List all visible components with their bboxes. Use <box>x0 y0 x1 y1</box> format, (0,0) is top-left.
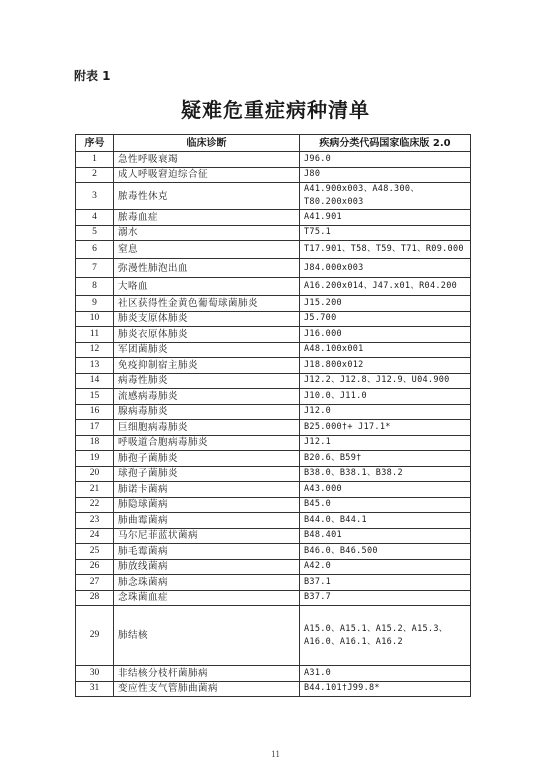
clinical-diagnosis: 球孢子菌肺炎 <box>114 466 300 482</box>
row-number: 29 <box>76 606 114 666</box>
row-number: 14 <box>76 373 114 389</box>
clinical-diagnosis: 肺诺卡菌病 <box>114 482 300 498</box>
clinical-diagnosis: 肺毛霉菌病 <box>114 544 300 560</box>
icd-code: B44.101†J99.8* <box>300 681 471 697</box>
clinical-diagnosis: 病毒性肺炎 <box>114 373 300 389</box>
row-number: 21 <box>76 482 114 498</box>
table-row <box>76 152 471 168</box>
row-number: 30 <box>76 666 114 682</box>
header-code: 疾病分类代码国家临床版 2.0 <box>300 135 471 152</box>
clinical-diagnosis: 窒息 <box>114 241 300 259</box>
clinical-diagnosis: 腺病毒肺炎 <box>114 404 300 420</box>
clinical-diagnosis: 肺结核 <box>114 606 300 666</box>
icd-code: J12.1 <box>300 435 471 451</box>
table-row <box>76 666 471 682</box>
header-diagnosis: 临床诊断 <box>114 135 300 152</box>
clinical-diagnosis: 马尔尼菲蓝状菌病 <box>114 528 300 544</box>
icd-code: B25.000†+ J17.1* <box>300 420 471 436</box>
clinical-diagnosis: 免疫抑制宿主肺炎 <box>114 358 300 374</box>
row-number: 15 <box>76 389 114 405</box>
row-number: 24 <box>76 528 114 544</box>
table-row <box>76 544 471 560</box>
clinical-diagnosis: 肺放线菌病 <box>114 559 300 575</box>
clinical-diagnosis: 肺曲霉菌病 <box>114 513 300 529</box>
clinical-diagnosis: 成人呼吸窘迫综合征 <box>114 167 300 183</box>
icd-code: A15.0、A15.1、A15.2、A15.3、A16.0、A16.1、A16.2 <box>300 606 471 666</box>
row-number: 26 <box>76 559 114 575</box>
icd-code: B38.0、B38.1、B38.2 <box>300 466 471 482</box>
row-number: 11 <box>76 327 114 343</box>
row-number: 3 <box>76 183 114 210</box>
clinical-diagnosis: 急性呼吸衰竭 <box>114 152 300 168</box>
row-number: 1 <box>76 152 114 168</box>
clinical-diagnosis: 非结核分枝杆菌肺病 <box>114 666 300 682</box>
clinical-diagnosis: 社区获得性金黄色葡萄球菌肺炎 <box>114 296 300 312</box>
attachment-label: 附表 1 <box>74 69 111 83</box>
row-number: 9 <box>76 296 114 312</box>
table-row <box>76 482 471 498</box>
table-row <box>76 358 471 374</box>
clinical-diagnosis: 肺孢子菌肺炎 <box>114 451 300 467</box>
icd-code: T75.1 <box>300 225 471 241</box>
row-number: 28 <box>76 590 114 606</box>
icd-code: A43.000 <box>300 482 471 498</box>
icd-code: J12.0 <box>300 404 471 420</box>
icd-code: A41.900x003、A48.300、T80.200x003 <box>300 183 471 210</box>
row-number: 10 <box>76 311 114 327</box>
icd-code: A42.0 <box>300 559 471 575</box>
icd-code: A41.901 <box>300 210 471 226</box>
clinical-diagnosis: 呼吸道合胞病毒肺炎 <box>114 435 300 451</box>
row-number: 17 <box>76 420 114 436</box>
table-row <box>76 435 471 451</box>
table-row <box>76 590 471 606</box>
icd-code: J15.200 <box>300 296 471 312</box>
icd-code: B20.6、B59† <box>300 451 471 467</box>
table-row <box>76 389 471 405</box>
icd-code: B37.1 <box>300 575 471 591</box>
icd-code: B45.0 <box>300 497 471 513</box>
row-number: 25 <box>76 544 114 560</box>
table-row <box>76 373 471 389</box>
row-number: 4 <box>76 210 114 226</box>
row-number: 13 <box>76 358 114 374</box>
clinical-diagnosis: 脓毒性休克 <box>114 183 300 210</box>
icd-code: A16.200x014、J47.x01、R04.200 <box>300 278 471 296</box>
icd-code: J84.000x003 <box>300 259 471 278</box>
table-row <box>76 342 471 358</box>
row-number: 19 <box>76 451 114 467</box>
row-number: 18 <box>76 435 114 451</box>
clinical-diagnosis: 肺念珠菌病 <box>114 575 300 591</box>
table-row <box>76 575 471 591</box>
icd-code: B48.401 <box>300 528 471 544</box>
icd-code: B37.7 <box>300 590 471 606</box>
row-number: 27 <box>76 575 114 591</box>
clinical-diagnosis: 溺水 <box>114 225 300 241</box>
table-row <box>76 296 471 312</box>
clinical-diagnosis: 肺炎支原体肺炎 <box>114 311 300 327</box>
clinical-diagnosis: 变应性支气管肺曲菌病 <box>114 681 300 697</box>
table-row <box>76 404 471 420</box>
table-row <box>76 311 471 327</box>
icd-code: A31.0 <box>300 666 471 682</box>
table-row <box>76 466 471 482</box>
row-number: 12 <box>76 342 114 358</box>
table-row <box>76 420 471 436</box>
icd-code: J80 <box>300 167 471 183</box>
row-number: 22 <box>76 497 114 513</box>
row-number: 7 <box>76 259 114 278</box>
row-number: 8 <box>76 278 114 296</box>
icd-code: B46.0、B46.500 <box>300 544 471 560</box>
row-number: 2 <box>76 167 114 183</box>
table-row <box>76 225 471 241</box>
table-row <box>76 259 471 278</box>
disease-table <box>75 134 471 697</box>
row-number: 16 <box>76 404 114 420</box>
table-row <box>76 559 471 575</box>
icd-code: A48.100x001 <box>300 342 471 358</box>
row-number: 31 <box>76 681 114 697</box>
icd-code: B44.0、B44.1 <box>300 513 471 529</box>
row-number: 6 <box>76 241 114 259</box>
icd-code: J10.0、J11.0 <box>300 389 471 405</box>
header-no: 序号 <box>76 135 114 152</box>
table-row <box>76 183 471 210</box>
table-row <box>76 528 471 544</box>
clinical-diagnosis: 肺炎衣原体肺炎 <box>114 327 300 343</box>
table-header-row <box>76 135 471 152</box>
table-row <box>76 497 471 513</box>
clinical-diagnosis: 肺隐球菌病 <box>114 497 300 513</box>
table-row <box>76 681 471 697</box>
page-number: 11 <box>271 749 280 759</box>
row-number: 5 <box>76 225 114 241</box>
page-title: 疑难危重症病种清单 <box>181 98 370 122</box>
table-row <box>76 451 471 467</box>
clinical-diagnosis: 大咯血 <box>114 278 300 296</box>
icd-code: J18.800x012 <box>300 358 471 374</box>
table-row <box>76 513 471 529</box>
clinical-diagnosis: 流感病毒肺炎 <box>114 389 300 405</box>
clinical-diagnosis: 巨细胞病毒肺炎 <box>114 420 300 436</box>
icd-code: J5.700 <box>300 311 471 327</box>
icd-code: J96.0 <box>300 152 471 168</box>
table-row <box>76 278 471 296</box>
table-row <box>76 210 471 226</box>
row-number: 23 <box>76 513 114 529</box>
clinical-diagnosis: 念珠菌血症 <box>114 590 300 606</box>
table-row <box>76 327 471 343</box>
table-row <box>76 606 471 666</box>
clinical-diagnosis: 脓毒血症 <box>114 210 300 226</box>
icd-code: J16.000 <box>300 327 471 343</box>
table-row <box>76 167 471 183</box>
clinical-diagnosis: 弥漫性肺泡出血 <box>114 259 300 278</box>
table-row <box>76 241 471 259</box>
row-number: 20 <box>76 466 114 482</box>
icd-code: T17.901、T58、T59、T71、R09.000 <box>300 241 471 259</box>
icd-code: J12.2、J12.8、J12.9、U04.900 <box>300 373 471 389</box>
clinical-diagnosis: 军团菌肺炎 <box>114 342 300 358</box>
